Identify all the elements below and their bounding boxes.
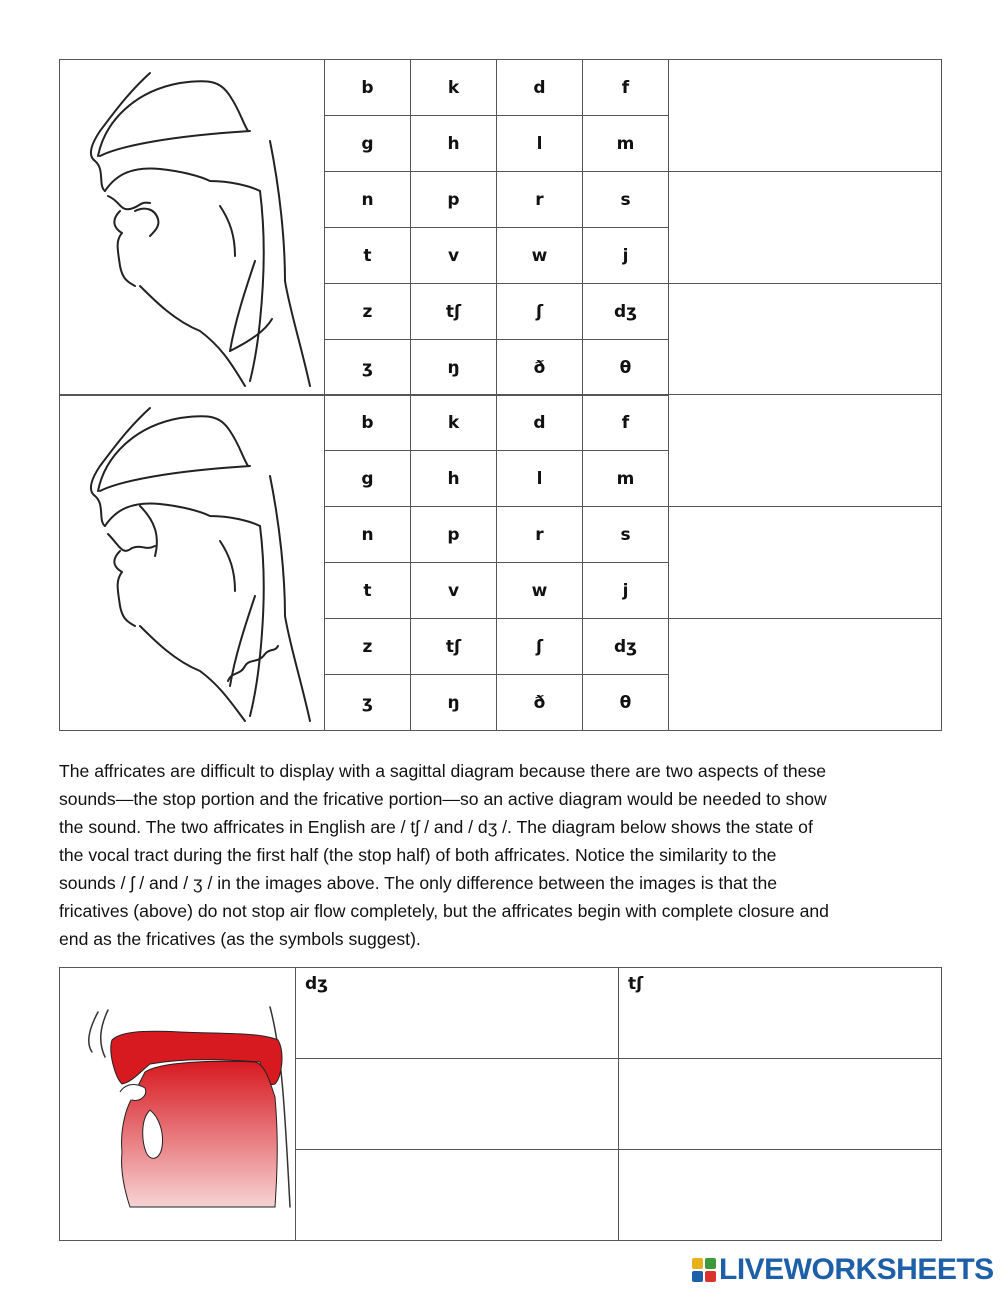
paragraph-line: sounds / ʃ / and / ʒ / in the images above. The only difference between the images is that the xyxy=(59,873,778,893)
paragraph-line: the vocal tract during the first half (the stop half) of both affricates. Notice the similarity to the xyxy=(59,845,777,865)
head-profile-icon xyxy=(60,396,324,730)
answer-box[interactable] xyxy=(669,619,942,731)
answer-box[interactable] xyxy=(296,1059,619,1150)
paragraph-line: end as the fricatives (as the symbols suggest). xyxy=(59,929,421,949)
symbol-cell: ð xyxy=(497,340,583,396)
logo-square xyxy=(692,1271,703,1282)
paragraph-line: the sound. The two affricates in English are / tʃ / and / dʒ /. The diagram below shows the state of xyxy=(59,817,813,837)
answer-box[interactable] xyxy=(619,1059,942,1150)
sagittal-diagram-2 xyxy=(60,395,325,731)
symbol-cell: g xyxy=(325,451,411,507)
symbol-cell: k xyxy=(411,395,497,451)
symbol-cell: t xyxy=(325,228,411,284)
sound-table-1 xyxy=(59,59,942,396)
tsh-column-header: tʃ xyxy=(619,968,942,1059)
symbol-cell: θ xyxy=(583,675,669,731)
answer-box[interactable] xyxy=(669,395,942,507)
head-profile-icon xyxy=(60,61,324,395)
dz-column-header: dʒ xyxy=(296,968,619,1059)
symbol-cell: ʃ xyxy=(497,284,583,340)
symbol-cell: w xyxy=(497,563,583,619)
symbol-cell: tʃ xyxy=(411,619,497,675)
symbol-cell: p xyxy=(411,507,497,563)
symbol-cell: f xyxy=(583,395,669,451)
symbol-cell: j xyxy=(583,563,669,619)
symbol-cell: f xyxy=(583,60,669,116)
affricate-diagram xyxy=(60,968,296,1241)
symbol-cell: v xyxy=(411,563,497,619)
symbol-cell: j xyxy=(583,228,669,284)
symbol-cell: l xyxy=(497,451,583,507)
symbol-cell: g xyxy=(325,116,411,172)
symbol-cell: ʃ xyxy=(497,619,583,675)
logo-text: LIVEWORKSHEETS xyxy=(719,1253,994,1286)
symbol-cell: l xyxy=(497,116,583,172)
symbol-cell: v xyxy=(411,228,497,284)
logo-mark-icon xyxy=(692,1258,716,1282)
symbol-cell: b xyxy=(325,395,411,451)
affricate-table xyxy=(59,967,942,1241)
symbol-cell: m xyxy=(583,116,669,172)
symbol-cell: h xyxy=(411,116,497,172)
symbol-cell: n xyxy=(325,507,411,563)
symbol-cell: h xyxy=(411,451,497,507)
answer-box[interactable] xyxy=(619,1150,942,1241)
sound-table-2 xyxy=(59,394,942,731)
symbol-cell: ŋ xyxy=(411,675,497,731)
symbol-cell: ŋ xyxy=(411,340,497,396)
symbol-cell: θ xyxy=(583,340,669,396)
paragraph-line: The affricates are difficult to display with a sagittal diagram because there are two aspects of these xyxy=(59,761,827,781)
symbol-cell: p xyxy=(411,172,497,228)
symbol-cell: m xyxy=(583,451,669,507)
logo-square xyxy=(705,1271,716,1282)
symbol-cell: z xyxy=(325,284,411,340)
symbol-cell: b xyxy=(325,60,411,116)
symbol-cell: k xyxy=(411,60,497,116)
symbol-cell: t xyxy=(325,563,411,619)
logo-square xyxy=(692,1258,703,1269)
symbol-cell: w xyxy=(497,228,583,284)
paragraph-line: fricatives (above) do not stop air flow completely, but the affricates begin with complete closure and xyxy=(59,901,829,921)
symbol-cell: dʒ xyxy=(583,619,669,675)
symbol-cell: ð xyxy=(497,675,583,731)
paragraph-line: sounds—the stop portion and the fricative portion—so an active diagram would be needed to show xyxy=(59,789,827,809)
symbol-cell: r xyxy=(497,172,583,228)
symbol-cell: ʒ xyxy=(325,675,411,731)
sagittal-diagram-1 xyxy=(60,60,325,396)
logo-square xyxy=(705,1258,716,1269)
answer-box[interactable] xyxy=(296,1150,619,1241)
symbol-cell: d xyxy=(497,395,583,451)
liveworksheets-logo[interactable] xyxy=(692,1253,994,1287)
symbol-cell: d xyxy=(497,60,583,116)
symbol-cell: s xyxy=(583,172,669,228)
vocal-tract-icon xyxy=(60,992,300,1212)
symbol-cell: r xyxy=(497,507,583,563)
answer-box[interactable] xyxy=(669,60,942,172)
answer-box[interactable] xyxy=(669,507,942,619)
symbol-cell: n xyxy=(325,172,411,228)
answer-box[interactable] xyxy=(669,284,942,396)
answer-box[interactable] xyxy=(669,172,942,284)
symbol-cell: ʒ xyxy=(325,340,411,396)
symbol-cell: dʒ xyxy=(583,284,669,340)
symbol-cell: s xyxy=(583,507,669,563)
affricates-paragraph xyxy=(59,757,943,953)
symbol-cell: tʃ xyxy=(411,284,497,340)
symbol-cell: z xyxy=(325,619,411,675)
